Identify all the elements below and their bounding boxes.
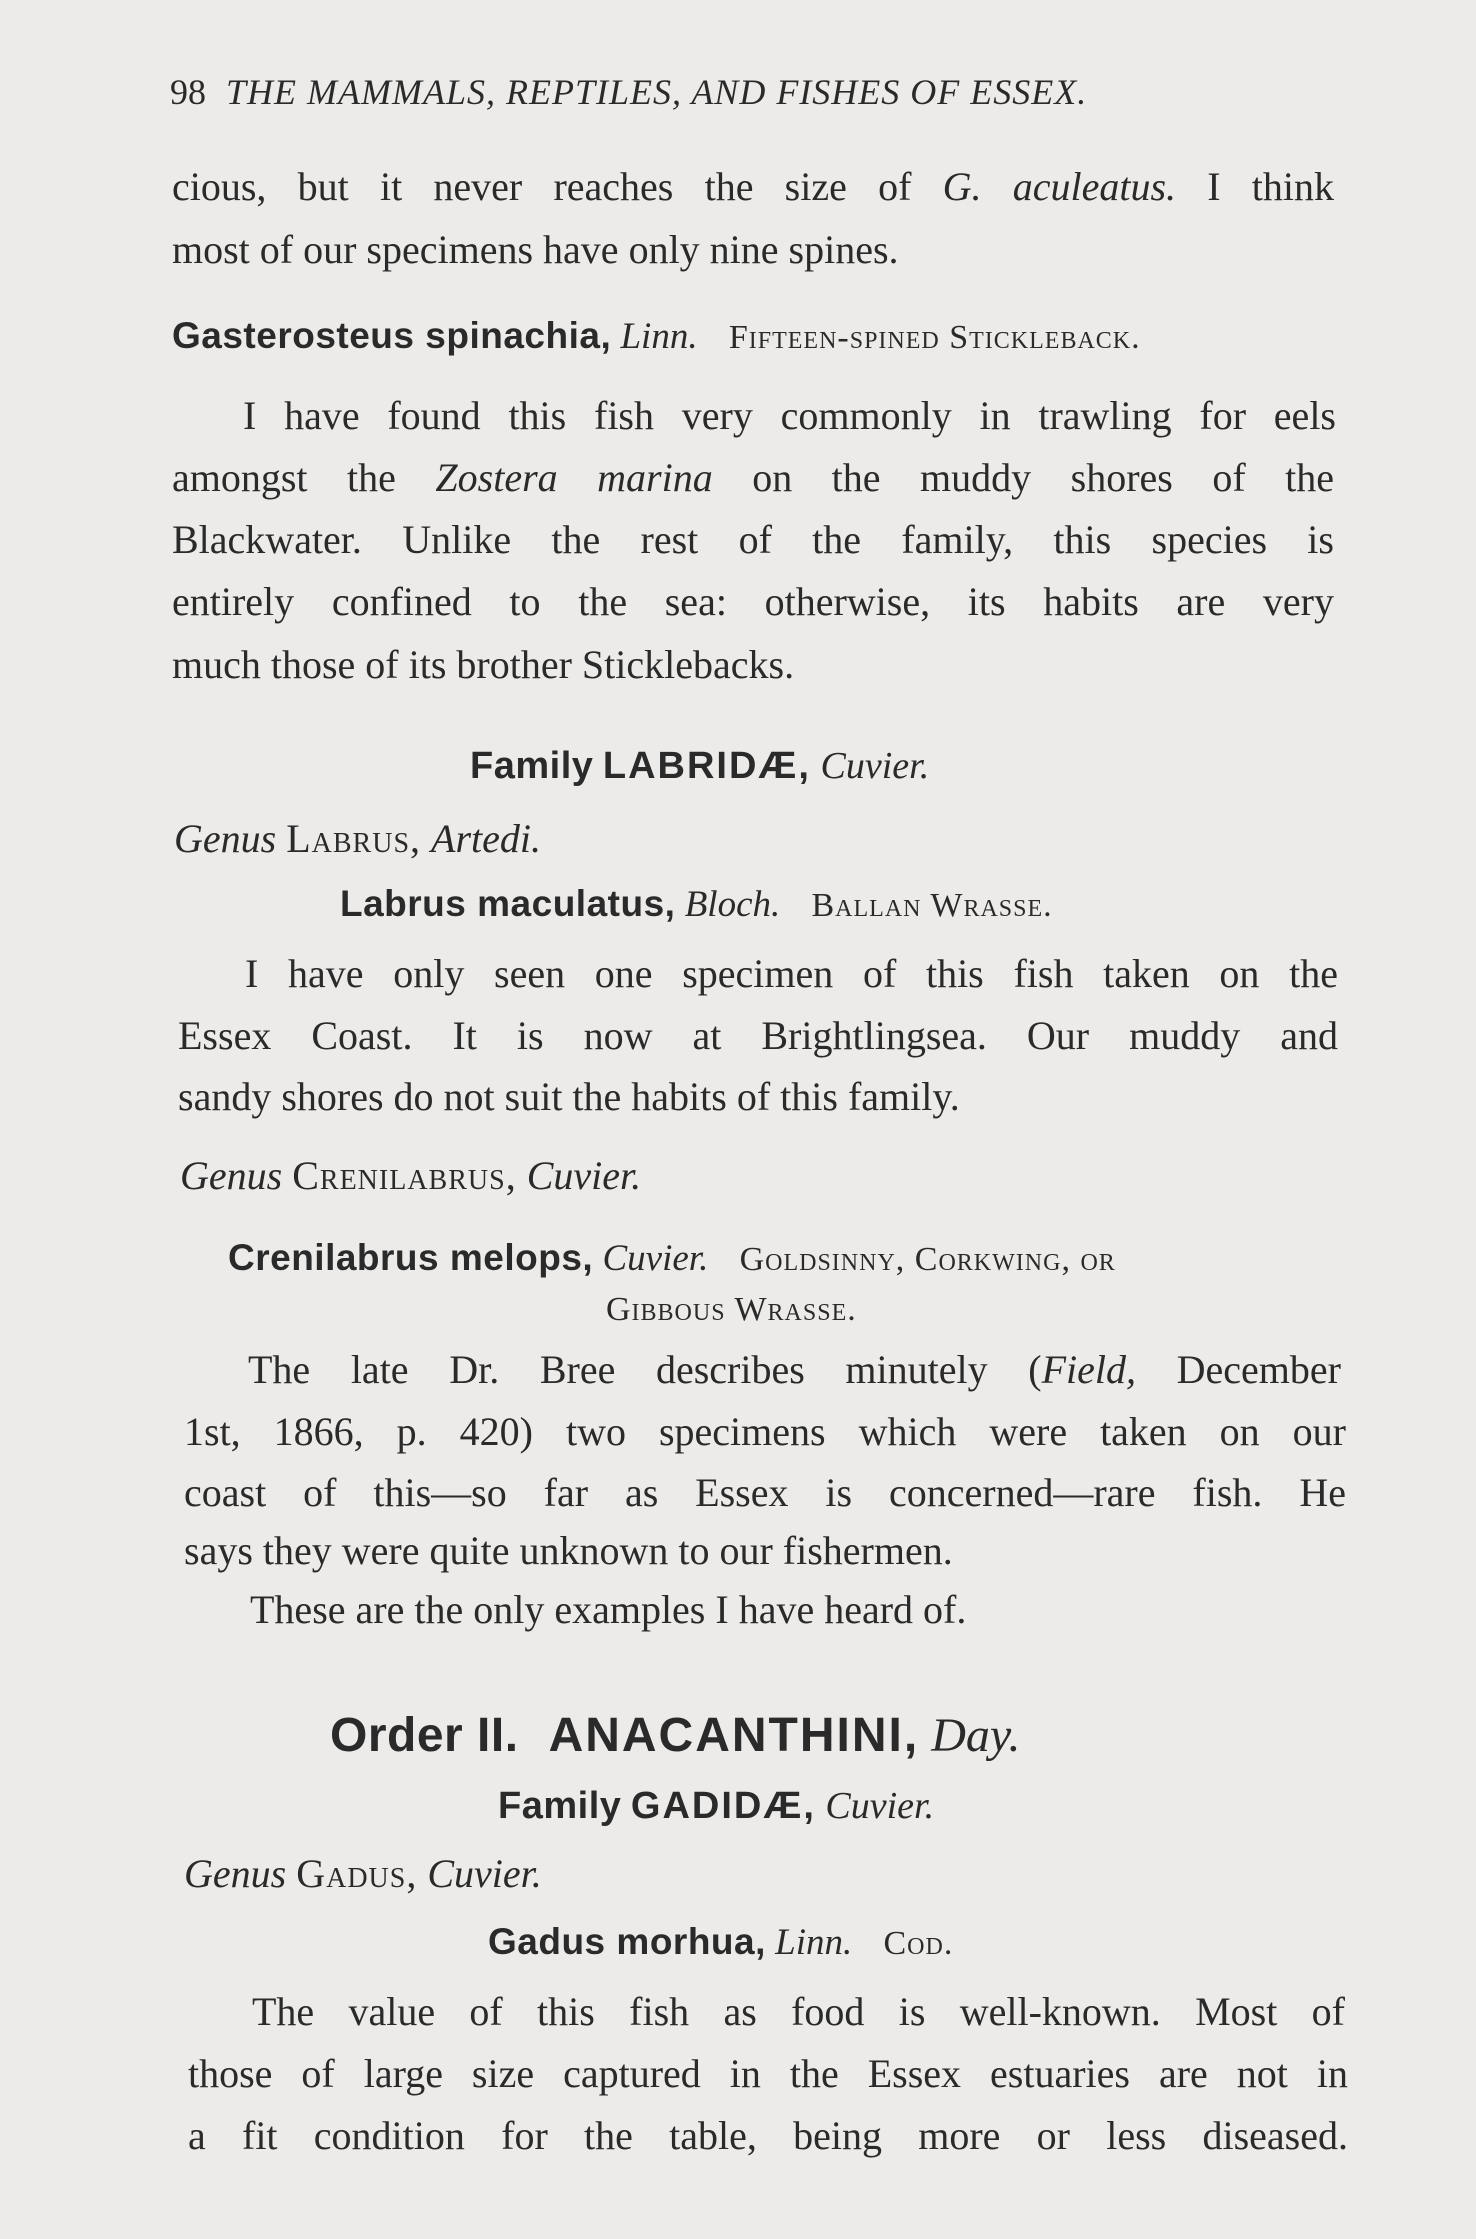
genus-heading-labrus: Genus Labrus, Artedi. [174, 816, 542, 861]
paragraph-4-line-4: says they were quite unknown to our fishermen. [184, 1528, 953, 1573]
paragraph-2-line-3: Blackwater. Unlike the rest of the family, this species is [172, 517, 1334, 562]
family-heading-labridae: Family LABRIDÆ, Cuvier. [470, 745, 930, 787]
species-name: Gasterosteus spinachia, [172, 315, 612, 356]
species-author: Linn. [620, 316, 698, 357]
genus-heading-gadus: Genus Gadus, Cuvier. [184, 1851, 542, 1896]
running-head [170, 70, 1087, 114]
species-common-name-continued: Gibbous Wrasse. [606, 1291, 857, 1328]
paragraph-2-line-5: much those of its brother Sticklebacks. [172, 642, 795, 687]
genus-heading-crenilabrus: Genus Crenilabrus, Cuvier. [180, 1153, 642, 1198]
species-heading-gadus-morhua: Gadus morhua, Linn. Cod. [488, 1921, 954, 1963]
paragraph-5-line-1: The value of this fish as food is well-known. Most of [252, 1989, 1345, 2034]
paragraph-5-line-3: a fit condition for the table, being more or less diseased. [188, 2113, 1348, 2158]
paragraph-2-line-1: I have found this fish very commonly in trawling for eels [243, 393, 1336, 438]
paragraph-1-line-1: cious, but it never reaches the size of G. aculeatus. I think [172, 164, 1334, 209]
species-heading-gasterosteus-spinachia [172, 312, 1141, 362]
paragraph-4-line-2: 1st, 1866, p. 420) two specimens which were taken on our [184, 1409, 1346, 1454]
paragraph-3-line-2: Essex Coast. It is now at Brightlingsea. Our muddy and [178, 1013, 1338, 1058]
species-common-name: Fifteen-spined Stickleback. [728, 319, 1141, 356]
order-heading-anacanthini: Order II. ANACANTHINI, Day. [330, 1709, 1021, 1762]
species-heading-crenilabrus-melops: Crenilabrus melops, Cuvier. Goldsinny, Corkwing, or [228, 1237, 1116, 1279]
page-number: 98 [170, 72, 206, 112]
paragraph-2-line-4: entirely confined to the sea: otherwise, its habits are very [172, 579, 1334, 624]
paragraph-1-line-2: most of our specimens have only nine spines. [172, 227, 899, 272]
paragraph-2-line-2: amongst the Zostera marina on the muddy shores of the [172, 455, 1335, 500]
species-heading-labrus-maculatus: Labrus maculatus, Bloch. Ballan Wrasse. [340, 883, 1053, 925]
paragraph-3-line-3: sandy shores do not suit the habits of this family. [178, 1074, 960, 1119]
paragraph-4-line-3: coast of this—so far as Essex is concerned—rare fish. He [184, 1470, 1346, 1515]
paragraph-5-line-2: those of large size captured in the Essex estuaries are not in [188, 2051, 1348, 2096]
paragraph-4-line-1: The late Dr. Bree describes minutely (Field, December [248, 1347, 1341, 1392]
paragraph-4-line-5: These are the only examples I have heard of. [250, 1587, 967, 1632]
paragraph-3-line-1: I have only seen one specimen of this fish taken on the [245, 951, 1338, 996]
family-heading-gadidae: Family GADIDÆ, Cuvier. [498, 1785, 935, 1827]
running-title: THE MAMMALS, REPTILES, AND FISHES OF ESSEX. [226, 72, 1088, 112]
